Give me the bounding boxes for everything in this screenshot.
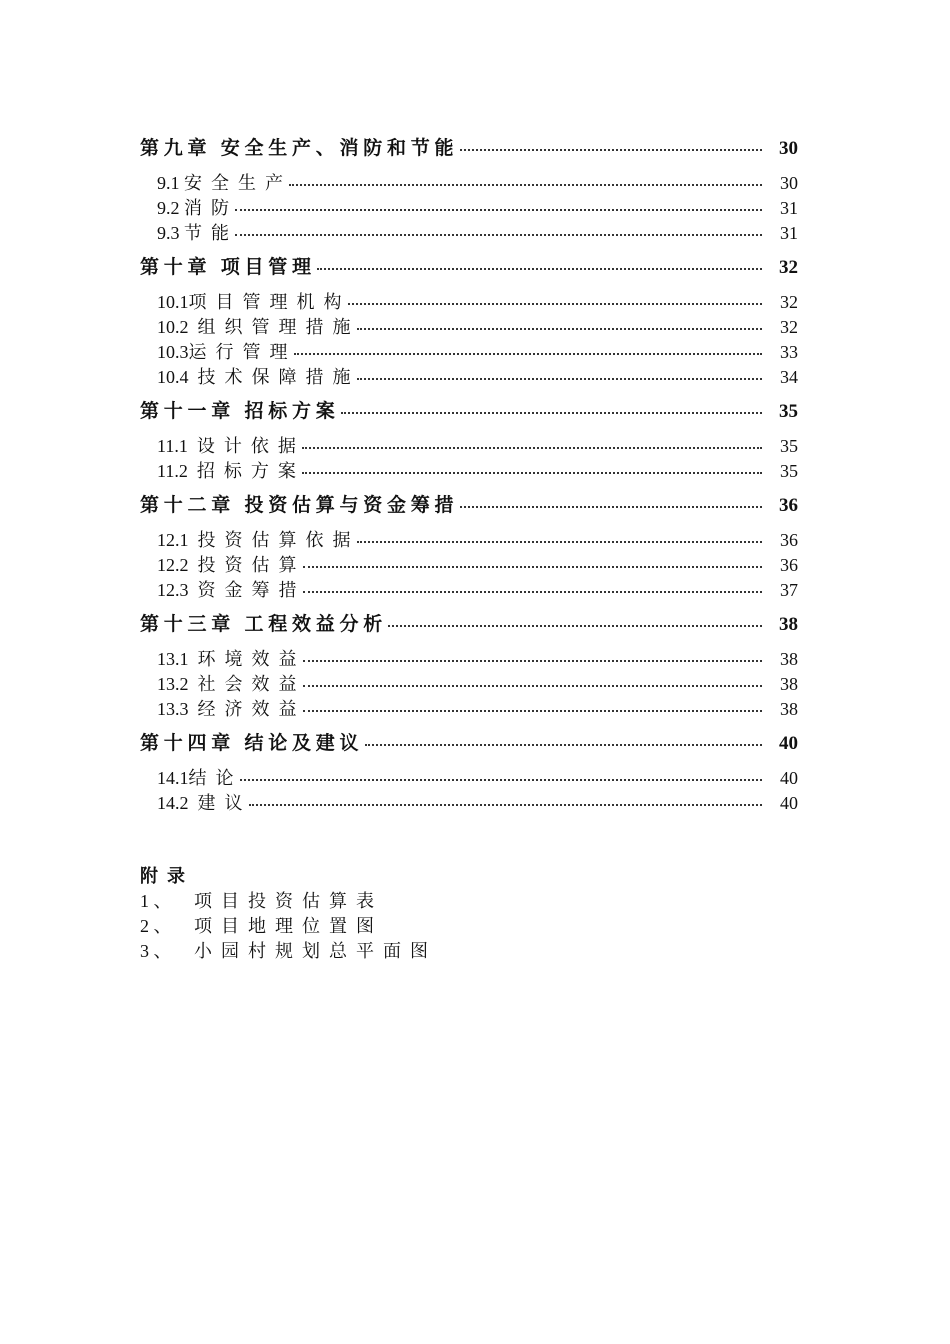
toc-page-number: 35 [779,401,798,422]
toc-page-number: 36 [780,530,798,550]
toc-page-number: 33 [780,342,798,362]
appendix-item: 1 、 项 目 投 资 估 算 表 [140,891,374,911]
dot-leader [302,472,762,474]
toc-page-number: 34 [780,367,798,387]
table-of-contents [140,136,798,816]
toc-page-number: 30 [779,138,798,159]
dot-leader [289,184,762,186]
toc-entry-title: 10.2 组 织 管 理 措 施 [157,317,351,337]
toc-page-number: 40 [780,793,798,813]
toc-page-number: 30 [780,173,798,193]
toc-entry-title: 第 九 章 安 全 生 产 、 消 防 和 节 能 [140,138,454,159]
toc-section-entry[interactable] [140,791,798,816]
dot-leader [357,328,763,330]
dot-leader [235,209,762,211]
toc-entry-title: 12.1 投 资 估 算 依 据 [157,530,351,550]
toc-section-entry[interactable] [140,365,798,390]
toc-entry-title: 13.1 环 境 效 益 [157,649,297,669]
dot-leader [348,303,763,305]
toc-entry-title: 14.2 建 议 [157,793,243,813]
dot-leader [357,378,763,380]
toc-entry-title: 10.3运 行 管 理 [157,342,288,362]
toc-entry-title: 第 十 章 项 目 管 理 [140,257,312,278]
toc-chapter-entry[interactable] [140,136,798,162]
toc-entry-title: 第 十 三 章 工 程 效 益 分 析 [140,614,383,635]
toc-chapter-entry[interactable] [140,731,798,757]
toc-section-entry[interactable] [140,196,798,221]
dot-leader [460,506,762,508]
toc-section-entry[interactable] [140,459,798,484]
toc-page-number: 38 [780,699,798,719]
toc-page-number: 40 [780,768,798,788]
dot-leader [303,591,763,593]
toc-chapter-entry[interactable] [140,255,798,281]
toc-page-number: 35 [780,436,798,456]
toc-page-number: 32 [780,292,798,312]
toc-page-number: 35 [780,461,798,481]
toc-entry-title: 10.4 技 术 保 障 措 施 [157,367,351,387]
toc-entry-title: 11.2 招 标 方 案 [157,461,296,481]
toc-entry-title: 10.1项 目 管 理 机 构 [157,292,342,312]
toc-entry-title: 14.1结 论 [157,768,234,788]
dot-leader [460,149,762,151]
toc-page-number: 36 [780,555,798,575]
toc-page-number: 36 [779,495,798,516]
dot-leader [294,353,763,355]
toc-page-number: 38 [780,674,798,694]
toc-section-entry[interactable] [140,672,798,697]
dot-leader [303,566,763,568]
toc-page-number: 38 [780,649,798,669]
dot-leader [303,660,763,662]
toc-chapter-entry[interactable] [140,399,798,425]
toc-chapter-entry[interactable] [140,493,798,519]
toc-entry-title: 9.1 安 全 生 产 [157,173,283,193]
appendix-section [140,864,428,964]
dot-leader [303,685,763,687]
toc-section-entry[interactable] [140,553,798,578]
toc-section-entry[interactable] [140,697,798,722]
toc-chapter-entry[interactable] [140,612,798,638]
toc-page-number: 32 [779,257,798,278]
toc-section-entry[interactable] [140,578,798,603]
toc-page-number: 32 [780,317,798,337]
toc-page-number: 37 [780,580,798,600]
toc-entry-title: 11.1 设 计 依 据 [157,436,296,456]
appendix-item: 3 、 小 园 村 规 划 总 平 面 图 [140,941,428,961]
toc-section-entry[interactable] [140,647,798,672]
toc-entry-title: 12.3 资 金 筹 措 [157,580,297,600]
dot-leader [365,744,762,746]
toc-section-entry[interactable] [140,290,798,315]
appendix-item: 2 、 项 目 地 理 位 置 图 [140,916,374,936]
dot-leader [303,710,763,712]
toc-page-number: 31 [780,223,798,243]
toc-section-entry[interactable] [140,528,798,553]
toc-entry-title: 第 十 一 章 招 标 方 案 [140,401,335,422]
dot-leader [240,779,763,781]
dot-leader [302,447,762,449]
dot-leader [388,625,762,627]
dot-leader [341,412,762,414]
toc-section-entry[interactable] [140,315,798,340]
toc-page-number: 38 [779,614,798,635]
toc-section-entry[interactable] [140,171,798,196]
toc-entry-title: 9.3 节 能 [157,223,229,243]
toc-entry-title: 13.3 经 济 效 益 [157,699,297,719]
toc-section-entry[interactable] [140,221,798,246]
toc-page-number: 31 [780,198,798,218]
appendix-title: 附 录 [140,866,185,886]
toc-page-number: 40 [779,733,798,754]
toc-entry-title: 12.2 投 资 估 算 [157,555,297,575]
toc-section-entry[interactable] [140,340,798,365]
toc-section-entry[interactable] [140,434,798,459]
dot-leader [235,234,762,236]
toc-entry-title: 13.2 社 会 效 益 [157,674,297,694]
dot-leader [357,541,763,543]
toc-entry-title: 9.2 消 防 [157,198,229,218]
toc-entry-title: 第 十 二 章 投 资 估 算 与 资 金 筹 措 [140,495,454,516]
toc-entry-title: 第 十 四 章 结 论 及 建 议 [140,733,359,754]
dot-leader [249,804,763,806]
dot-leader [317,268,762,270]
toc-section-entry[interactable] [140,766,798,791]
